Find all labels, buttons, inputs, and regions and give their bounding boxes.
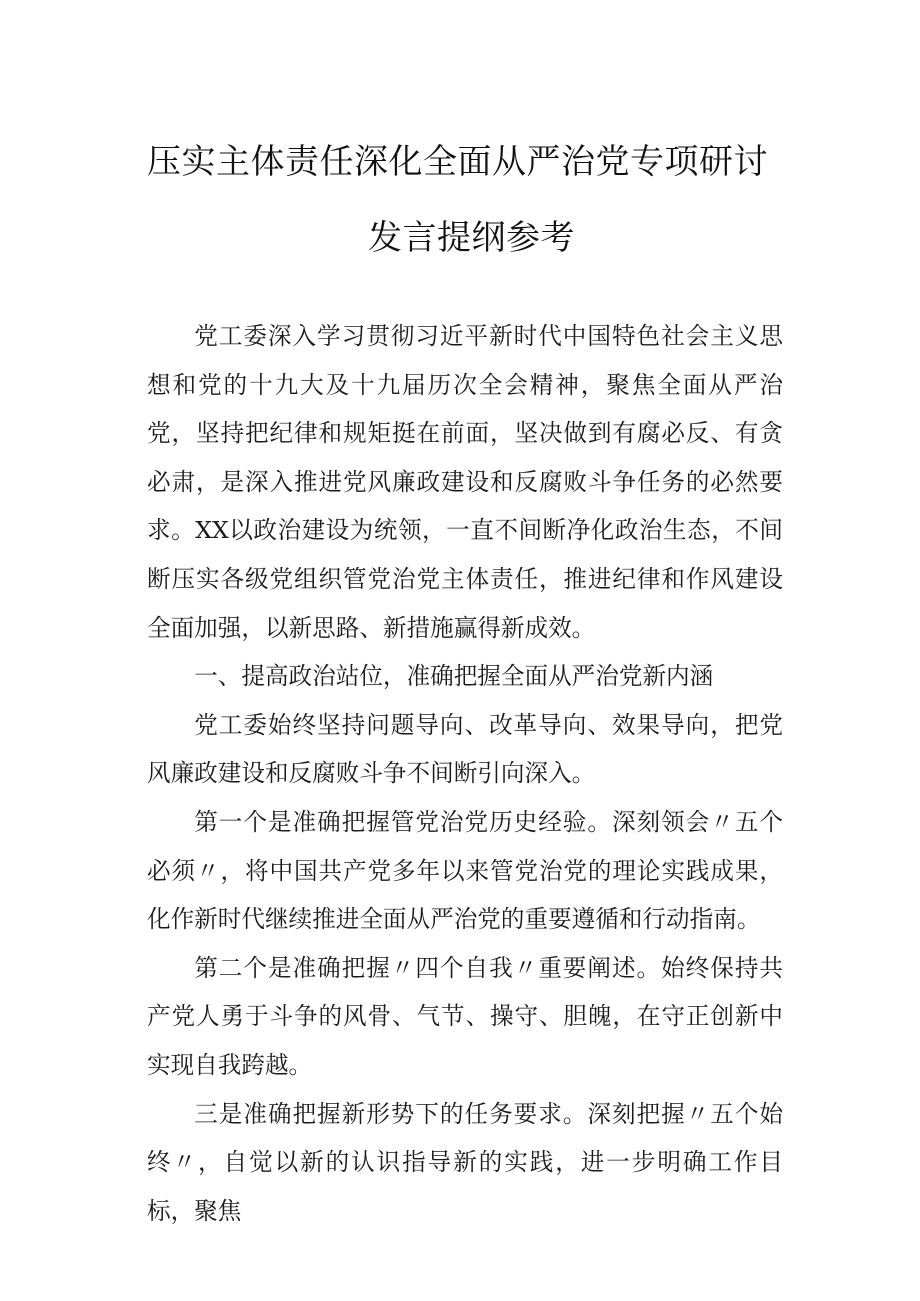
document-title-line-2: 发言提纲参考: [368, 218, 575, 258]
document-title-line-1: 压实主体责任深化全面从严治党专项研讨: [147, 142, 768, 182]
paragraph-point-1: 第一个是准确把握管党治党历史经验。深刻领会〃五个必须〃，将中国共产党多年以来管党治党的理论实践成果，化作新时代继续推进全面从严治党的重要遵循和行动指南。: [147, 807, 783, 934]
document-body: [147, 312, 783, 1235]
paragraph-section-1-intro: 党工委始终坚持问题导向、改革导向、效果导向，把党风廉政建设和反腐败斗争不间断引向深入。: [147, 710, 783, 788]
section-heading-1: 一、提高政治站位，准确把握全面从严治党新内涵: [194, 662, 714, 691]
paragraph-point-2: 第二个是准确把握〃四个自我〃重要阐述。始终保持共产党人勇于斗争的风骨、气节、操守、胆魄，在守正创新中实现自我跨越。: [147, 953, 783, 1079]
paragraph-intro: 党工委深入学习贯彻习近平新时代中国特色社会主义思想和党的十九大及十九届历次全会精神，聚焦全面从严治党，坚持把纪律和规矩挺在前面，坚决做到有腐必反、有贪必肃，是深入推进党风廉政建设和反腐败斗争任务的必然要求。XX以政治建设为统领，一直不间断净化政治生态，不间断压实各级党组织管党治党主体责任，推进纪律和作风建设全面加强，以新思路、新措施赢得新成效。: [147, 322, 783, 642]
paragraph-point-3: 三是准确把握新形势下的任务要求。深刻把握〃五个始终〃，自觉以新的认识指导新的实践，进一步明确工作目标，聚焦: [147, 1099, 783, 1225]
